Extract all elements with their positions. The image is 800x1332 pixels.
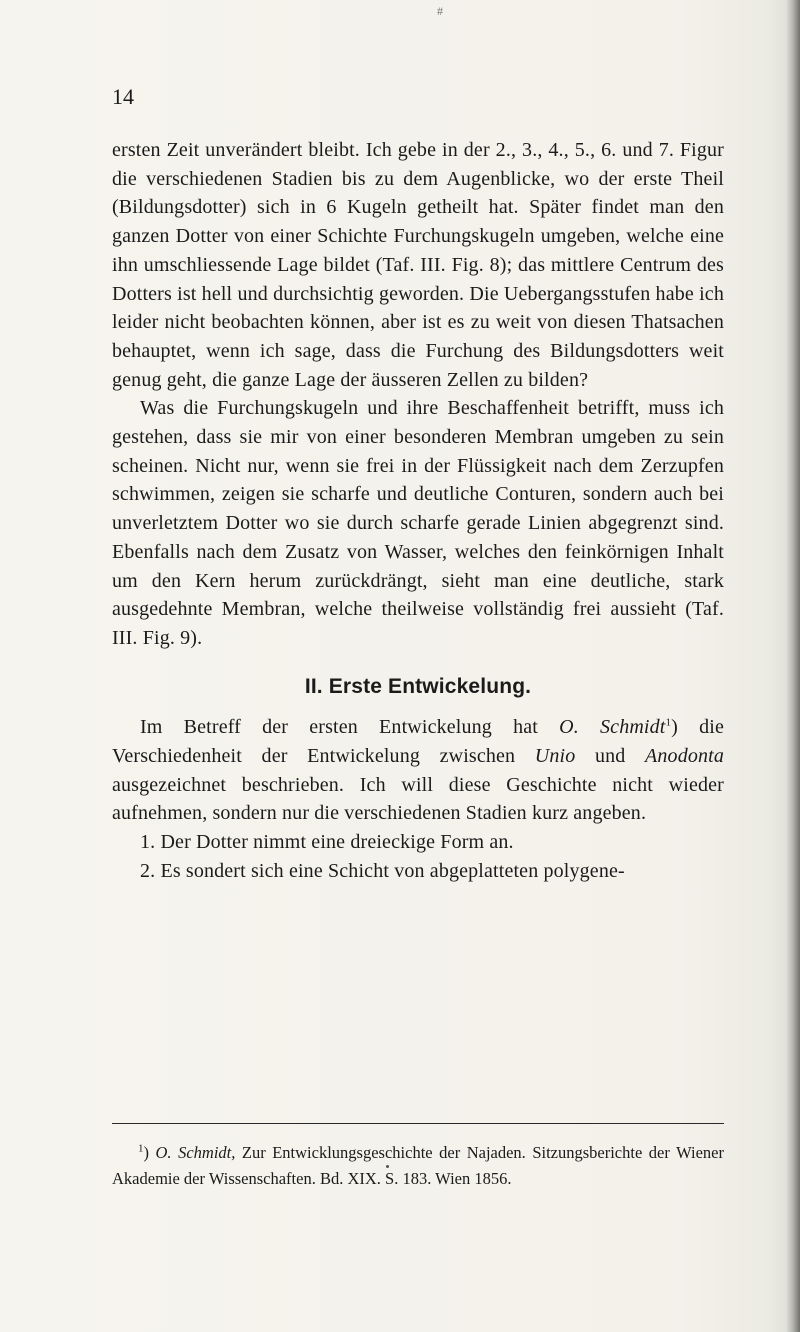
list-item-1: 1. Der Dotter nimmt eine dreieckige Form an. [140,831,514,854]
footnote: $^1$) O. Schmidt, Zur Entwicklungsgeschichte der Najaden. Sitzungsberichte der Wiener Akademie der Wissenschaften. Bd. XIX. S. 183. Wien 1856. [112,1142,724,1188]
list-item-2: 2. Es sondert sich eine Schicht von abgeplatteten polygene- [140,859,625,882]
paragraph-3-text-c: und [575,745,646,768]
print-speck [386,1165,389,1168]
page-edge-shadow [786,0,800,1332]
paragraph-3-text-b: ) die Verschiedenheit der Entwickelung zwischen [112,716,724,768]
footnote-divider [112,1123,724,1124]
genus-unio: Unio [534,745,576,768]
page-number: 14 [112,84,134,109]
paragraph-1: ersten Zeit unverändert bleibt. Ich gebe in der 2., 3., 4., 5., 6. und 7. Figur die verschiedenen Stadien bis zu dem Augenblicke, wo der erste Theil (Bildungsdotter) sich in 6 Kugeln getheilt hat. Später findet man den ganzen Dotter von einer Schichte Furchungskugeln umgeben, welche eine ihn umschliessende Lage bildet (Taf. III. Fig. 8); das mittlere Centrum des Dotters ist hell und durchsichtig geworden. Die Uebergangsstufen habe ich leider nicht beobachten können, aber ist es zu weit von diesen Thatsachen behauptet, wenn ich sage, dass die Furchung des Bildungsdotters weit genug geht, die ganze Lage der äusseren Zellen zu bilden? [112,139,724,391]
paragraph-3 [112,713,724,828]
genus-anodonta: Anodonta [645,745,725,768]
footnote-ref: 1 [665,716,672,729]
author-name: O. Schmidt [559,716,666,739]
footnote-marker: 1 [138,1142,144,1155]
top-mark: # [437,4,443,18]
paragraph-3-text-d: ausgezeichnet beschrieben. Ich will diese Geschichte nicht wieder aufnehmen, sondern nur die verschiedenen Stadien kurz angeben. [112,773,724,825]
main-text [112,136,724,886]
paragraph-3-text-a: Im Betreff der ersten Entwickelung hat [140,716,560,739]
paragraph-2: Was die Furchungskugeln und ihre Beschaffenheit betrifft, muss ich gestehen, dass sie mir von einer besonderen Membran umgeben zu sein scheinen. Nicht nur, wenn sie frei in der Flüssigkeit nach dem Zerzupfen schwimmen, zeigen sie scharfe und deutliche Conturen, sondern auch bei unverletztem Dotter wo sie durch scharfe gerade Linien abgegrenzt sind. Ebenfalls nach dem Zusatz von Wasser, welches den feinkörnigen Inhalt um den Kern herum zurückdrängt, sieht man eine deutliche, stark ausgedehnte Membran, welche theilweise vollständig frei aussieht (Taf. III. Fig. 9). [112,397,724,649]
section-heading: II. Erste Entwickelung. [304,674,532,698]
footnote-author: O. Schmidt, [155,1143,236,1162]
footnote-text: Zur Entwicklungsgeschichte der Najaden. Sitzungsberichte der Wiener Akademie der Wissenschaften. Bd. XIX. S. 183. Wien 1856. [112,1143,724,1188]
